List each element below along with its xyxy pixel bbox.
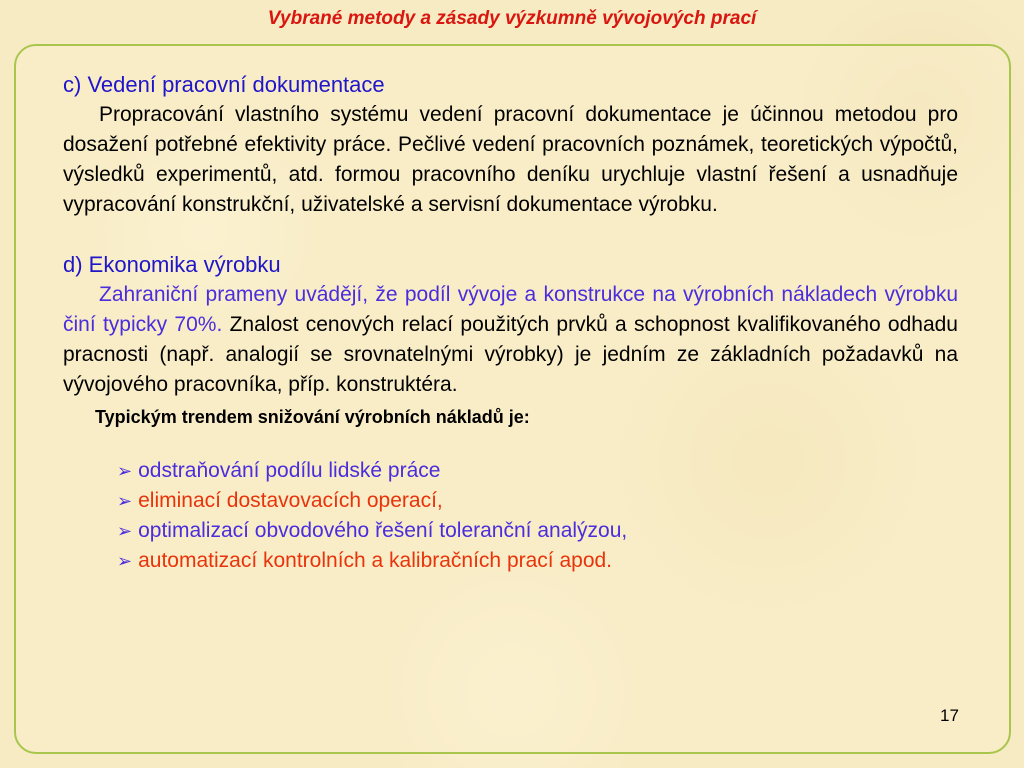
page-title: Vybrané metody a zásady výzkumně vývojových prací [267, 8, 757, 29]
list-item-text: automatizací kontrolních a kalibračních prací apod. [138, 549, 613, 572]
paragraph-economics [63, 280, 958, 400]
list-item [117, 486, 958, 516]
arrow-right-icon: ➢ [117, 551, 133, 571]
highlighted-statement: Zahraniční prameny uvádějí, že podíl vývoje a konstrukce na výrobních nákladech výrobku činí typicky 70%. [63, 283, 958, 336]
list-item-text: eliminací dostavovacích operací, [138, 489, 443, 512]
spacer [63, 220, 958, 250]
list-item-text: optimalizací obvodového řešení toleranční analýzou, [138, 519, 628, 542]
arrow-right-icon: ➢ [117, 521, 133, 541]
paragraph-documentation: Propracování vlastního systému vedení pracovní dokumentace je účinnou metodou pro dosažení potřebné efektivity práce. Pečlivé vedení pracovních poznámek, teoretických výpočtů, výsledků experimentů, atd. formou pracovního deníku urychluje vlastní řešení a usnadňuje vypracování konstrukční, uživatelské a servisní dokumentace výrobku. [63, 103, 958, 216]
section-heading-documentation: c) Vedení pracovní dokumentace [63, 72, 385, 97]
arrow-right-icon: ➢ [117, 461, 133, 481]
paragraph-economics-rest: Znalost cenových relací použitých prvků a schopnost kvalifikovaného odhadu pracnosti (např. analogií se srovnatelnými výrobky) je jedním ze základních požadavků na vývojového pracovníka, příp. konstruktéra. [63, 313, 958, 396]
list-item [117, 546, 958, 576]
trend-list [117, 456, 958, 576]
page-number: 17 [940, 706, 959, 725]
trend-label: Typickým trendem snižování výrobních nákladů je: [95, 407, 530, 427]
section-heading-economics: d) Ekonomika výrobku [63, 252, 281, 277]
list-item [117, 456, 958, 486]
list-item [117, 516, 958, 546]
list-item-text: odstraňování podílu lidské práce [138, 459, 441, 482]
arrow-right-icon: ➢ [117, 491, 133, 511]
slide-content [63, 70, 958, 576]
